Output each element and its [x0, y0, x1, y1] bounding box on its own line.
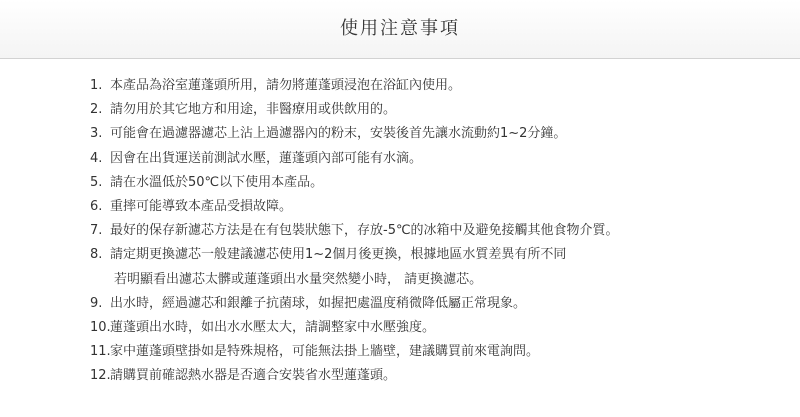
item-number: 12.	[90, 368, 111, 384]
item-text-continuation: 若明顯看出濾芯太髒或蓮蓬頭出水量突然變小時， 請更換濾芯。	[114, 271, 483, 287]
item-number: 6.	[90, 199, 103, 215]
list-item	[90, 74, 770, 98]
item-text	[110, 340, 539, 364]
item-text-line: 請在水溫低於50℃以下使用本產品。	[110, 174, 324, 190]
item-number: 2.	[90, 102, 103, 118]
item-number: 1.	[90, 78, 103, 93]
item-text-line: 最好的保存新濾芯方法是在有包裝狀態下，存放-5℃的冰箱中及避免接觸其他食物介質。	[110, 223, 619, 239]
item-number: 11.	[90, 344, 111, 360]
item-text-line: 出水時，經過濾芯和銀離子抗菌球，如握把處溫度稍微降低屬正常現象。	[110, 295, 527, 311]
item-text-line: 家中蓮蓬頭壁掛如是特殊規格，可能無法掛上牆壁，建議購買前來電詢問。	[110, 344, 540, 360]
list-item	[90, 98, 770, 122]
item-number: 3.	[90, 126, 103, 142]
item-number: 7.	[90, 223, 103, 239]
list-item	[90, 243, 770, 291]
item-text	[110, 364, 396, 388]
item-text-line: 可能會在過濾器濾芯上沾上過濾器內的粉末，安裝後首先讓水流動約1~2分鐘。	[110, 126, 567, 142]
list-item	[90, 340, 770, 364]
list-item	[90, 364, 770, 388]
item-number: 9.	[90, 295, 103, 311]
item-text-line: 請勿用於其它地方和用途，非醫療用或供飲用的。	[110, 102, 397, 118]
list-item	[90, 122, 770, 146]
item-text	[110, 74, 461, 98]
item-text	[110, 316, 435, 340]
page-title: 使用注意事項	[340, 18, 460, 39]
item-number: 4.	[90, 150, 103, 166]
item-text	[110, 171, 323, 195]
item-text	[110, 195, 292, 219]
item-number: 5.	[90, 174, 103, 190]
item-text	[110, 98, 396, 122]
item-text-line: 請定期更換濾芯一般建議濾芯使用1~2個月後更換，根據地區水質差異有所不同	[110, 247, 567, 263]
list-item	[90, 292, 770, 316]
item-number: 10.	[90, 320, 111, 336]
list-item	[90, 171, 770, 195]
item-text	[110, 243, 566, 291]
list-item	[90, 219, 770, 243]
item-text-line: 請購買前確認熱水器是否適合安裝省水型蓮蓬頭。	[110, 368, 397, 384]
item-text	[110, 122, 566, 146]
item-text-line: 因會在出貨運送前測試水壓，蓮蓬頭內部可能有水滴。	[110, 150, 423, 166]
item-text-line: 本產品為浴室蓮蓬頭所用，請勿將蓮蓬頭浸泡在浴缸內使用。	[110, 78, 462, 93]
item-text	[110, 147, 422, 171]
item-text-line: 蓮蓬頭出水時，如出水水壓太大，請調整家中水壓強度。	[110, 320, 436, 336]
item-text-line: 重摔可能導致本產品受損故障。	[110, 199, 293, 215]
item-text	[110, 219, 619, 243]
item-number: 8.	[90, 247, 103, 263]
notice-list	[90, 74, 770, 389]
list-item	[90, 316, 770, 340]
list-item	[90, 147, 770, 171]
list-item	[90, 195, 770, 219]
item-text	[110, 292, 526, 316]
